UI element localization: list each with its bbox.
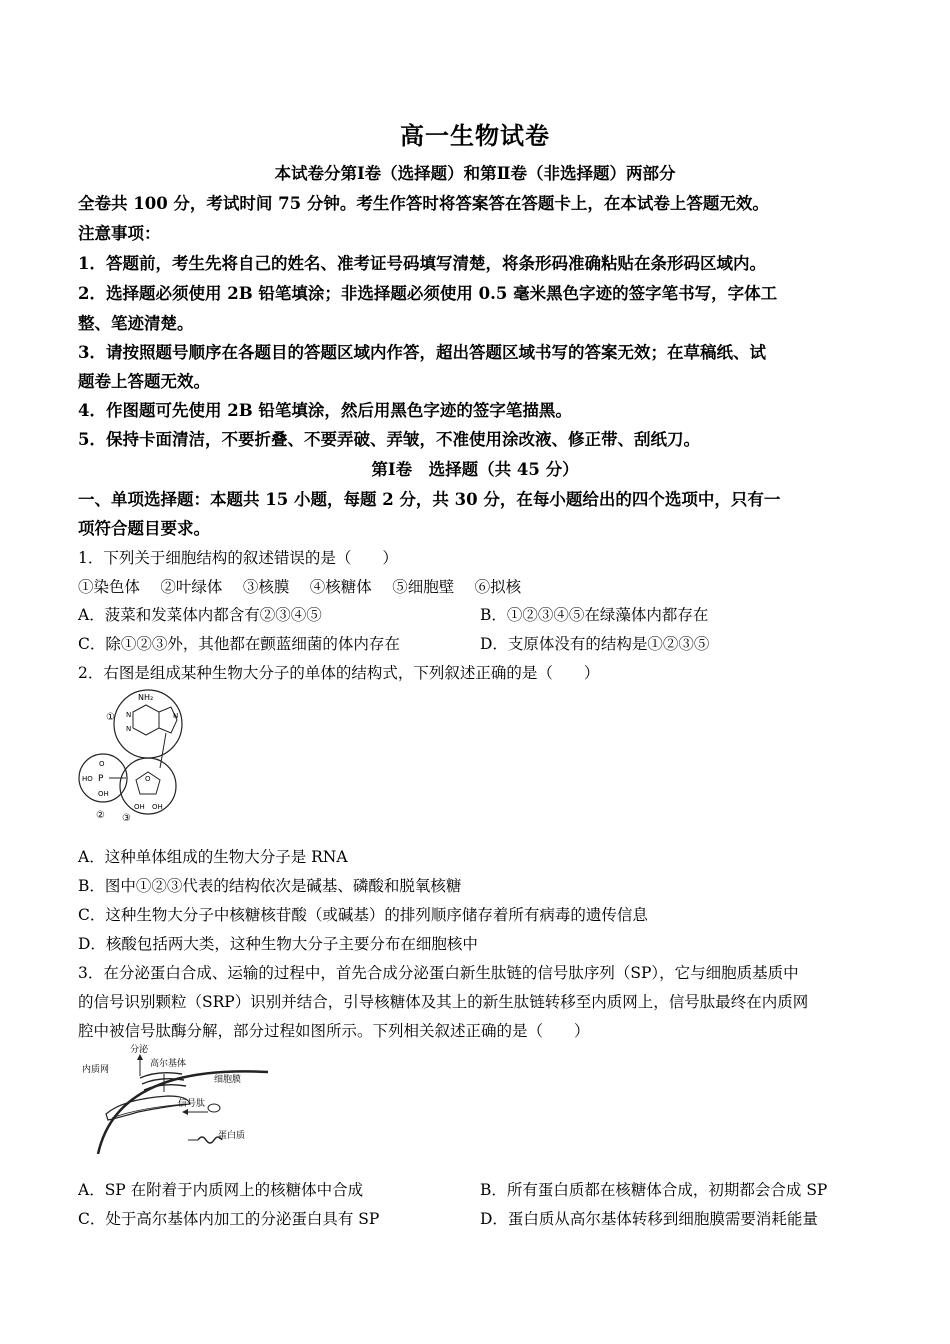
label-membrane: 细胞膜	[214, 1075, 242, 1085]
purine-five-ring	[159, 707, 177, 733]
q3-option-d: D．蛋白质从高尔基体转移到细胞膜需要消耗能量	[480, 1210, 818, 1228]
label-protein: 蛋白质	[218, 1131, 246, 1141]
golgi-stack-1	[140, 1073, 182, 1078]
q1-option-c: C．除①②③外，其他都在颤蓝细菌的体内存在	[78, 635, 400, 653]
q3-stem-3: 腔中被信号肽酶分解，部分过程如图所示。下列相关叙述正确的是（ ）	[78, 1022, 590, 1040]
note-4: 4．作图题可先使用 2B 铅笔填涂，然后用黑色字迹的签字笔描黑。	[78, 401, 572, 420]
q1-option-b: B．①②③④⑤在绿藻体内都存在	[480, 606, 709, 624]
q1-stem: 1．下列关于细胞结构的叙述错误的是（ ）	[78, 549, 398, 567]
q2-option-c: C．这种生物大分子中核糖核苷酸（或碱基）的排列顺序储存着所有病毒的遗传信息	[78, 906, 648, 924]
signal-peptide-arrowhead	[182, 1109, 188, 1115]
note-3: 3．请按照题号顺序在各题目的答题区域内作答，超出答题区域书写的答案无效；在草稿纸、试	[78, 343, 766, 362]
o-label-ring: O	[145, 775, 151, 783]
label-3: ③	[122, 813, 131, 824]
q3-option-b: B．所有蛋白质都在核糖体合成，初期都会合成 SP	[480, 1181, 828, 1199]
oh-label-sugar-2: OH	[152, 803, 163, 811]
oh-label-phosphate: OH	[98, 790, 109, 798]
q1-option-d: D．支原体没有的结构是①②③⑤	[480, 635, 710, 653]
part1-instructions-2: 项符合题目要求。	[78, 519, 210, 538]
oh-label-sugar-1: OH	[134, 803, 145, 811]
ho-label: HO	[82, 775, 93, 783]
note-3-cont: 题卷上答题无效。	[78, 372, 210, 391]
label-golgi: 高尔基体	[150, 1059, 187, 1069]
note-2: 2．选择题必须使用 2B 铅笔填涂；非选择题必须使用 0.5 毫米黑色字迹的签字笔书写，字体工	[78, 284, 778, 303]
q2-option-a: A．这种单体组成的生物大分子是 RNA	[78, 848, 348, 866]
page-title: 高一生物试卷	[400, 121, 550, 150]
secretory-pathway-figure	[78, 1044, 278, 1154]
ribosome	[208, 1104, 220, 1112]
note-5: 5．保持卡面清洁，不要折叠、不要弄破、弄皱，不准使用涂改液、修正带、刮纸刀。	[78, 430, 700, 449]
label-er: 内质网	[82, 1065, 110, 1075]
part1-instructions-1: 一、单项选择题：本题共 15 小题，每题 2 分，共 30 分，在每小题给出的四个选项中，只有一	[78, 490, 781, 509]
q3-option-c: C．处于高尔基体内加工的分泌蛋白具有 SP	[78, 1210, 380, 1228]
subtitle: 本试卷分第Ⅰ卷（选择题）和第Ⅱ卷（非选择题）两部分	[274, 164, 676, 183]
n-label-2: N	[126, 725, 132, 733]
q1-items: ①染色体 ②叶绿体 ③核膜 ④核糖体 ⑤细胞壁 ⑥拟核	[78, 578, 522, 596]
label-signal-peptide: 信号肽	[178, 1099, 206, 1109]
label-2: ②	[96, 810, 105, 821]
note-1: 1．答题前，考生先将自己的姓名、准考证号码填写清楚，将条形码准确粘贴在条形码区域内。	[78, 254, 766, 273]
n-label-1: N	[126, 711, 132, 719]
label-1: ①	[106, 712, 115, 723]
purine-six-ring	[133, 705, 159, 735]
q3-option-a: A．SP 在附着于内质网上的核糖体中合成	[78, 1181, 364, 1199]
notes-heading: 注意事项：	[78, 224, 161, 243]
intro-text: 全卷共 100 分，考试时间 75 分钟。考生作答时将答案答在答题卡上，在本试卷上答题无效。	[78, 194, 769, 213]
cell-membrane-arc	[98, 1071, 268, 1154]
p-label: P	[98, 774, 104, 784]
o-label-top: O	[99, 760, 105, 768]
section-title: 第Ⅰ卷 选择题（共 45 分）	[371, 460, 579, 479]
nucleotide-structure-figure	[78, 688, 198, 828]
q2-option-b: B．图中①②③代表的结构依次是碱基、磷酸和脱氧核糖	[78, 877, 462, 895]
q2-option-d: D．核酸包括两大类，这种生物大分子主要分布在细胞核中	[78, 935, 478, 953]
note-2-cont: 整、笔迹清楚。	[78, 314, 194, 333]
sugar-circle	[120, 758, 176, 814]
q3-stem-2: 的信号识别颗粒（SRP）识别并结合，引导核糖体及其上的新生肽链转移至内质网上，信号肽最终在内质网	[78, 993, 809, 1011]
q2-stem: 2．右图是组成某种生物大分子的单体的结构式，下列叙述正确的是（ ）	[78, 664, 600, 682]
q1-option-a: A．菠菜和发菜体内都含有②③④⑤	[78, 606, 322, 624]
nh2-label: NH₂	[138, 693, 154, 702]
n-label-3: N	[173, 712, 179, 720]
q3-stem-1: 3．在分泌蛋白合成、运输的过程中，首先合成分泌蛋白新生肽链的信号肽序列（SP），它与细胞质基质中	[78, 964, 799, 982]
label-secretion: 分泌	[130, 1045, 149, 1055]
